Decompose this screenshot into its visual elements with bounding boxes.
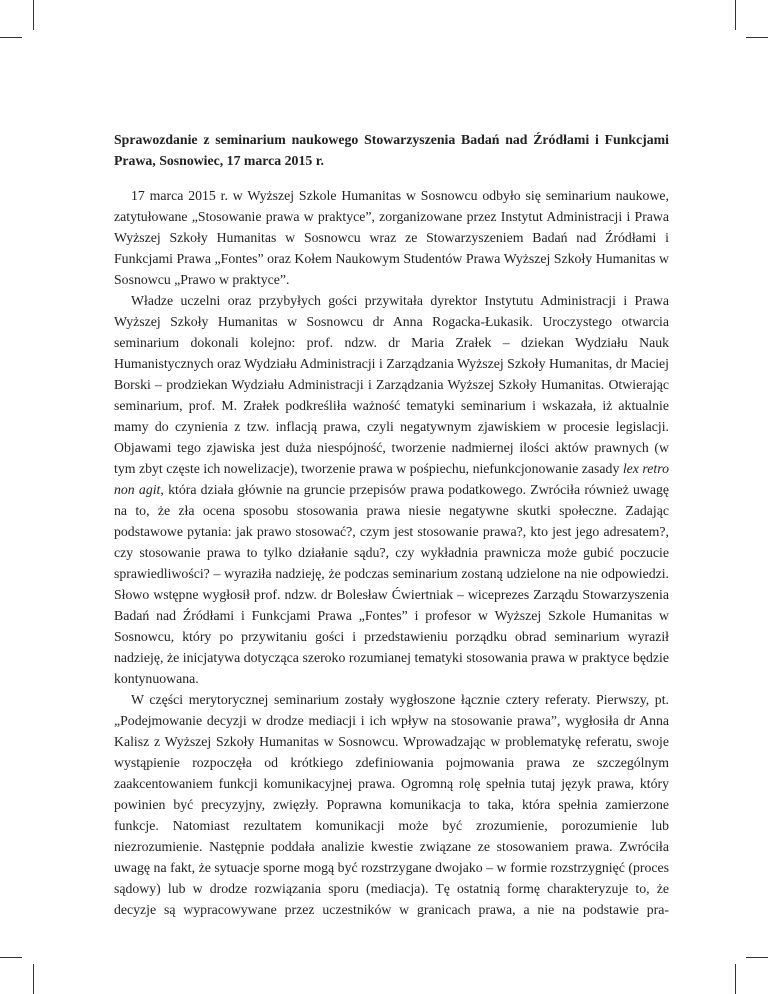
paragraph-2-text-end: , która działa głównie na gruncie przepisów prawa podatkowego. Zwróciła również uwagę na to, że zła ocena sposobu stosowania prawa niesie negatywne skutki społeczne. Zadając podstawowe pytania: jak prawo stosować?, czym jest stosowanie prawa?, kto jest jego adresatem?, czy stosowanie prawa to tylko działanie sądu?, czy wykładnia prawnicza może gubić poczucie sprawiedliwości? – wyraziła nadzieję, że podczas seminarium zostaną udzielone na nie odpowiedzi. Słowo wstępne wygłosił prof. ndzw. dr Bolesław Ćwiertniak – wiceprezes Zarządu Stowarzyszenia Badań nad Źródłami i Funkcjami Prawa „Fontes” i profesor w Wyższej Szkole Humanitas w Sosnowcu, który po przywitaniu gości i przedstawieniu porządku obrad seminarium wyraził nadzieję, że inicjatywa dotycząca szeroko rozumianej tematyki stosowania prawa w praktyce będzie kontynuowana.: [114, 482, 670, 686]
paragraph-1: [114, 185, 669, 290]
crop-mark-top-right-horizontal: [746, 37, 768, 38]
crop-mark-top-right-vertical: [735, 0, 736, 30]
paragraph-3: [114, 689, 669, 920]
document-title: Sprawozdanie z seminarium naukowego Stowarzyszenia Badań nad Źródłami i Funkcjami Prawa, Sosnowiec, 17 marca 2015 r.: [114, 132, 669, 168]
crop-mark-bottom-right-vertical: [735, 964, 736, 994]
crop-mark-bottom-left-vertical: [33, 964, 34, 994]
document-body: [114, 185, 669, 920]
paragraph-2-text-start: Władze uczelni oraz przybyłych gości przywitała dyrektor Instytutu Administracji i Prawa Wyższej Szkoły Humanitas w Sosnowcu dr Anna Rogacka-Łukasik. Uroczystego otwarcia seminarium dokonali kolejno: prof. ndzw. dr Maria Zrałek – dziekan Wydziału Nauk Humanistycznych oraz Wydziału Administracji i Zarządzania Wyższej Szkoły Humanitas, dr Maciej Borski – prodziekan Wydziału Administracji i Zarządzania Wyższej Szkoły Humanitas. Otwierając seminarium, prof. M. Zrałek podkreśliła ważność tematyki seminarium i wskazała, iż aktualnie mamy do czynienia z tzw. inflacją prawa, czyli negatywnym zjawiskiem w procesie legislacji. Objawami tego zjawiska jest duża niespójność, tworzenie nadmiernej ilości aktów prawnych (w tym zbyt częste ich nowelizacje), tworzenie prawa w pośpiechu, niefunkcjonowanie zasady: [114, 293, 669, 476]
crop-mark-bottom-right-horizontal: [746, 957, 768, 958]
latin-maxim: lex retro non agit: [114, 461, 669, 497]
crop-mark-bottom-left-horizontal: [0, 957, 22, 958]
paragraph-2: [114, 290, 669, 689]
paragraph-1-text: 17 marca 2015 r. w Wyższej Szkole Humanitas w Sosnowcu odbyło się seminarium naukowe, zatytułowane „Stosowanie prawa w praktyce”, zorganizowane przez Instytut Administracji i Prawa Wyższej Szkoły Humanitas w Sosnowcu wraz ze Stowarzyszeniem Badań nad Źródłami i Funkcjami Prawa „Fontes” oraz Kołem Naukowym Studentów Prawa Wyższej Szkoły Humanitas w Sosnowcu „Prawo w praktyce”.: [114, 188, 669, 287]
crop-mark-top-left-horizontal: [0, 37, 22, 38]
paragraph-3-text: W części merytorycznej seminarium zostały wygłoszone łącznie cztery referaty. Pierwszy, pt. „Podejmowanie decyzji w drodze mediacji i ich wpływ na stosowanie prawa”, wygłosiła dr Anna Kalisz z Wyższej Szkoły Humanitas w Sosnowcu. Wprowadzając w problematykę referatu, swoje wystąpienie rozpoczęła od krótkiego zdefiniowania pojmowania prawa ze szczególnym zaakcentowaniem funkcji komunikacyjnej prawa. Ogromną rolę spełnia tutaj język prawa, który powinien być precyzyjny, zwięzły. Poprawna komunikacja to taka, która spełnia zamierzone funkcje. Natomiast rezultatem komunikacji może być zrozumienie, porozumienie lub niezrozumienie. Następnie poddała analizie kwestie związane ze stosowaniem prawa. Zwróciła uwagę na fakt, że sytuacje sporne mogą być rozstrzygane dwojako – w formie rozstrzygnięć (proces sądowy) lub w drodze rozwiązania sporu (mediacja). Tę ostatnią formę charakteryzuje to, że decyzje są wypracowywane przez uczestników w granicach prawa, a nie na podstawie pra-: [114, 692, 669, 917]
crop-mark-top-left-vertical: [33, 0, 34, 30]
